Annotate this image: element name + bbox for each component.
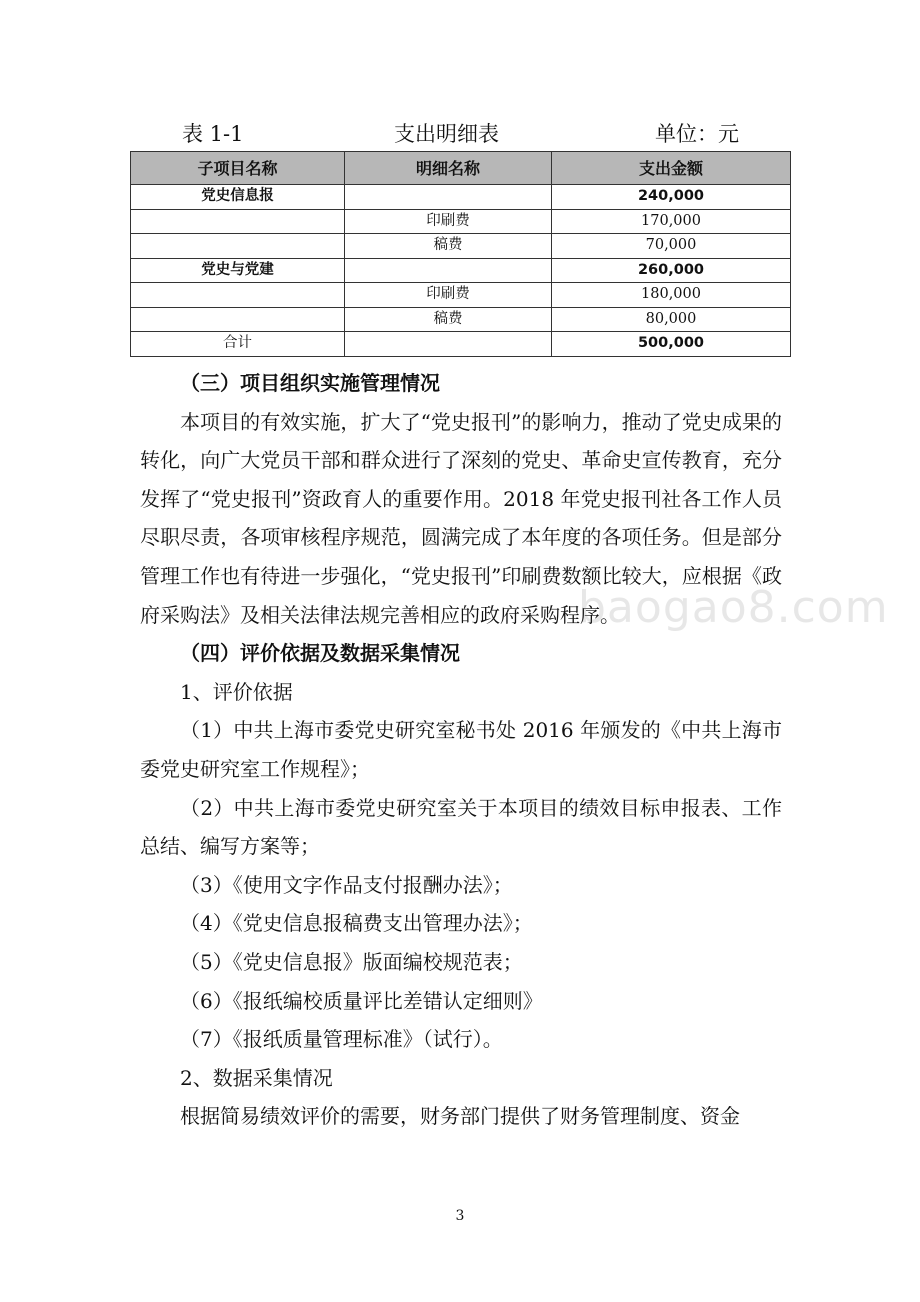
document-body bbox=[140, 364, 782, 1136]
table-title: 支出明细表 bbox=[394, 122, 499, 146]
subsection-data-collection: 2、数据采集情况 bbox=[180, 1065, 333, 1090]
cell-amount: 170,000 bbox=[552, 209, 791, 234]
basis-item: （4）《党史信息报稿费支出管理办法》； bbox=[180, 911, 533, 936]
data-collection-paragraph: 根据简易绩效评价的需要，财务部门提供了财务管理制度、资金 bbox=[180, 1104, 740, 1129]
basis-item: （2）中共上海市委党史研究室关于本项目的绩效目标申报表、工作总结、编写方案等； bbox=[140, 795, 782, 859]
cell-subproject bbox=[131, 307, 345, 332]
header-detail: 明细名称 bbox=[345, 152, 552, 185]
cell-detail: 稿费 bbox=[345, 307, 552, 332]
header-subproject: 子项目名称 bbox=[131, 152, 345, 185]
basis-item: （5）《党史信息报》版面编校规范表； bbox=[180, 949, 523, 974]
table-total-row bbox=[131, 332, 791, 357]
cell-subproject bbox=[131, 234, 345, 259]
cell-detail bbox=[345, 185, 552, 210]
table-row bbox=[131, 185, 791, 210]
section-3-paragraph: 本项目的有效实施，扩大了“党史报刊”的影响力，推动了党史成果的转化，向广大党员干部和群众进行了深刻的党史、革命史宣传教育，充分发挥了“党史报刊”资政育人的重要作用。2018 年党史报刊社各工作人员尽职尽责，各项审核程序规范，圆满完成了本年度的各项任务。但是部分管理工作也有待进一步强化，“党史报刊”印刷费数额比较大，应根据《政府采购法》及相关法律法规完善相应的政府采购程序。 bbox=[140, 409, 782, 627]
cell-detail bbox=[345, 332, 552, 357]
table-row bbox=[131, 307, 791, 332]
table-row bbox=[131, 209, 791, 234]
cell-amount: 180,000 bbox=[552, 283, 791, 308]
header-amount: 支出金额 bbox=[552, 152, 791, 185]
section-heading-4: （四）评价依据及数据采集情况 bbox=[180, 641, 460, 666]
cell-subproject bbox=[131, 283, 345, 308]
table-row bbox=[131, 258, 791, 283]
cell-detail bbox=[345, 258, 552, 283]
basis-item: （7）《报纸质量管理标准》（试行）。 bbox=[180, 1027, 503, 1052]
page-number: 3 bbox=[455, 1208, 465, 1224]
table-header-row bbox=[131, 152, 791, 185]
cell-amount: 240,000 bbox=[552, 185, 791, 210]
basis-item: （3）《使用文字作品支付报酬办法》； bbox=[180, 872, 513, 897]
cell-detail: 稿费 bbox=[345, 234, 552, 259]
cell-detail: 印刷费 bbox=[345, 283, 552, 308]
cell-subproject: 党史信息报 bbox=[131, 185, 345, 210]
cell-subproject bbox=[131, 209, 345, 234]
section-heading-3: （三）项目组织实施管理情况 bbox=[180, 371, 440, 395]
basis-item: （6）《报纸编校质量评比差错认定细则》 bbox=[180, 988, 543, 1013]
cell-amount: 260,000 bbox=[552, 258, 791, 283]
cell-amount: 80,000 bbox=[552, 307, 791, 332]
cell-total-amount: 500,000 bbox=[552, 332, 791, 357]
expense-detail-table bbox=[130, 151, 791, 357]
basis-item: （1）中共上海市委党史研究室秘书处 2016 年颁发的《中共上海市委党史研究室工作规程》； bbox=[140, 718, 782, 781]
watermark: baogao8.com bbox=[578, 582, 889, 633]
cell-detail: 印刷费 bbox=[345, 209, 552, 234]
subsection-evaluation-basis: 1、评价依据 bbox=[180, 679, 293, 704]
table-number: 表 1-1 bbox=[182, 122, 244, 146]
table-caption bbox=[130, 118, 790, 150]
cell-total-label: 合计 bbox=[131, 332, 345, 357]
table-unit: 单位：元 bbox=[655, 122, 739, 146]
cell-amount: 70,000 bbox=[552, 234, 791, 259]
cell-subproject: 党史与党建 bbox=[131, 258, 345, 283]
table-row bbox=[131, 283, 791, 308]
table-row bbox=[131, 234, 791, 259]
